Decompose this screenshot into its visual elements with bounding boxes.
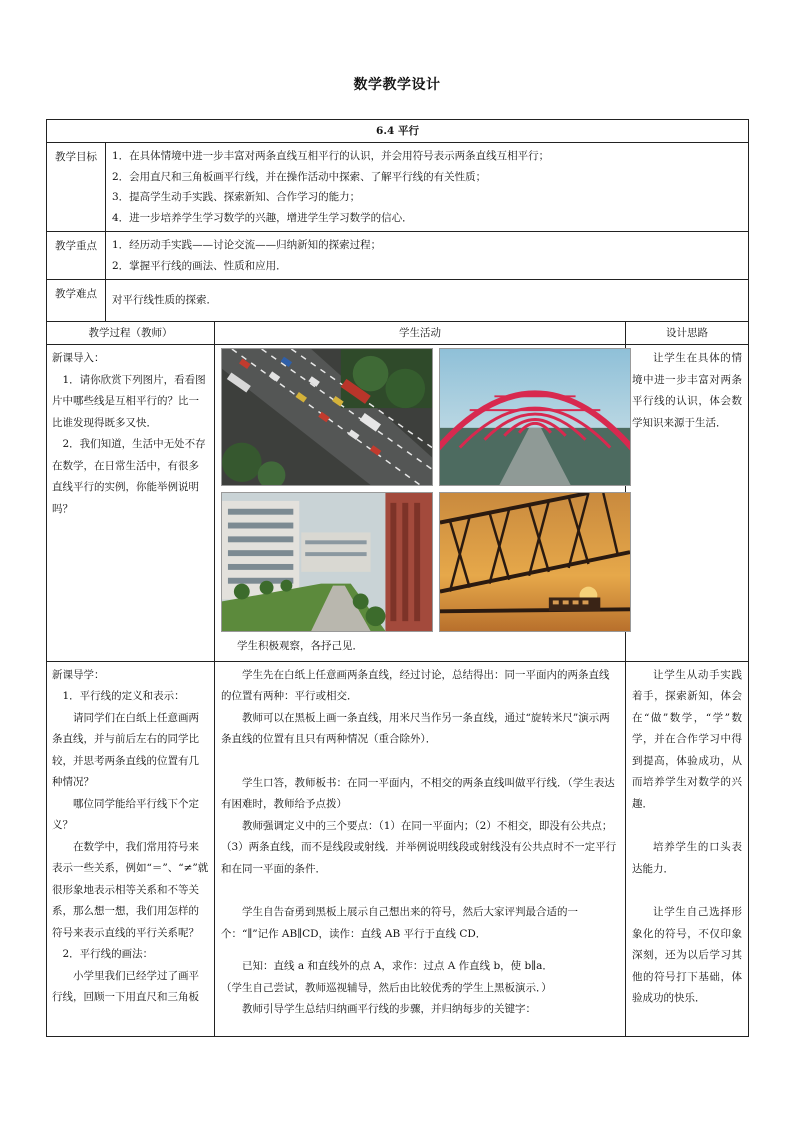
objective-item: 1．在具体情境中进一步丰富对两条直线互相平行的认识，并会用符号表示两条直线互相平行； <box>112 150 550 162</box>
activity-paragraph: （学生自己尝试，教师巡视辅导，然后由比较优秀的学生上黑板演示．） <box>221 981 552 994</box>
guide-heading: 新课导学： <box>52 668 105 681</box>
keypoints-list <box>106 232 749 280</box>
thinking-paragraph: 让学生从动手实践着手，探索新知，体会在“做”数学，“学”数学，并在合作学习中得到提高，体验成功，从而培养学生对数学的兴趣． <box>632 668 742 810</box>
activity-paragraph: 教师强调定义中的三个要点：（1）在同一平面内；（2）不相交，即没有公共点；（3）两条直线，而不是线段或射线．并举例说明线段或射线没有公共点时不一定平行和在同一平面的条件． <box>221 819 617 875</box>
activity-paragraph: 学生自告奋勇到黑板上展示自己想出来的符号，然后大家评判最合适的一个：“∥”记作 AB∥CD，读作：直线 AB 平行于直线 CD． <box>221 906 578 940</box>
traffic-road-photo <box>221 348 433 486</box>
arch-bridge-photo <box>439 348 631 486</box>
photo-grid <box>221 348 619 632</box>
guide-question-3: 在数学中，我们常用符号来表示一些关系，例如“＝”、“≠”就很形象地表示相等关系和不等关系，那么想一想，我们用怎样的符号来表示直线的平行关系呢？ <box>52 840 209 939</box>
objective-item: 4．进一步培养学生学习数学的兴趣，增进学生学习数学的信心． <box>112 211 413 224</box>
guide-subheading-2: 2．平行线的画法： <box>62 948 154 960</box>
difficulty-label: 教学难点 <box>47 280 106 322</box>
objectives-list <box>106 143 749 232</box>
objective-item: 3．提高学生动手实践、探索新知、合作学习的能力； <box>112 191 361 203</box>
intro-thinking-cell <box>626 345 749 662</box>
guide-process-cell <box>47 661 215 1036</box>
activity-paragraph: 教师引导学生总结归纳画平行线的步骤，并归纳每步的关键字： <box>242 1003 536 1015</box>
process-column-header: 教学过程（教师） <box>47 322 215 345</box>
lesson-plan-table <box>46 119 749 1037</box>
intro-question-2: 2．我们知道，生活中无处不存在数学，在日常生活中，有很多直线平行的实例，你能举例说明吗？ <box>52 438 206 515</box>
thinking-paragraph: 让学生自己选择形象化的符号，不仅印象深刻，还为以后学习其他的符号打下基础，体验成功的快乐． <box>632 906 742 1004</box>
guide-activity-cell <box>215 661 626 1036</box>
activity-paragraph: 教师可以在黑板上画一条直线，用米尺当作另一条直线，通过“旋转米尺”演示两条直线的位置有且只有两种情况（重合除外）． <box>221 711 610 745</box>
photo-caption: 学生积极观察，各抒己见． <box>237 640 363 652</box>
thinking-paragraph: 培养学生的口头表达能力． <box>632 841 742 875</box>
activity-paragraph: 学生先在白纸上任意画两条直线，经过讨论，总结得出：同一平面内的两条直线的位置有两种：平行或相交． <box>221 668 610 702</box>
guide-thinking-cell <box>626 661 749 1036</box>
activity-paragraph: 学生口答，教师板书：在同一平面内，不相交的两条直线叫做平行线．（学生表达有困难时，教师给予点拨） <box>221 776 615 810</box>
activity-column-header: 学生活动 <box>215 322 626 345</box>
intro-heading: 新课导入： <box>52 352 105 364</box>
intro-thinking-text: 让学生在具体的情境中进一步丰富对两条平行线的认识，体会数学知识来源于生活． <box>632 352 742 429</box>
bridge-sunset-photo <box>439 492 631 632</box>
guide-question-4: 小学里我们已经学过了画平行线，回顾一下用直尺和三角板 <box>52 969 199 1003</box>
intro-question-1: 1．请你欣赏下列图片，看看图片中哪些线是互相平行的？比一比谁发现得既多又快． <box>52 373 206 429</box>
keypoint-item: 2．掌握平行线的画法、性质和应用． <box>112 259 287 272</box>
intro-activity-cell <box>215 345 626 662</box>
activity-paragraph: 已知：直线 a 和直线外的点 A，求作：过点 A 作直线 b，使 b∥a． <box>242 960 553 972</box>
page-title: 数学教学设计 <box>353 77 441 93</box>
guide-question-1: 请同学们在白纸上任意画两条直线，并与前后左右的同学比较，并思考两条直线的位置有几种情况？ <box>52 711 199 788</box>
thinking-column-header: 设计思路 <box>626 322 749 345</box>
keypoint-item: 1．经历动手实践——讨论交流——归纳新知的探索过程； <box>112 239 382 251</box>
objective-item: 2．会用直尺和三角板画平行线，并在操作活动中探索、了解平行线的有关性质； <box>112 170 487 183</box>
keypoints-label: 教学重点 <box>47 232 106 280</box>
intro-process-cell <box>47 345 215 662</box>
school-buildings-photo <box>221 492 433 632</box>
objectives-label: 教学目标 <box>47 143 106 232</box>
guide-question-2: 哪位同学能给平行线下个定义？ <box>52 797 199 831</box>
guide-subheading-1: 1．平行线的定义和表示： <box>62 690 185 702</box>
difficulty-text: 对平行线性质的探索． <box>106 280 749 322</box>
section-title: 6.4 平行 <box>47 120 749 143</box>
